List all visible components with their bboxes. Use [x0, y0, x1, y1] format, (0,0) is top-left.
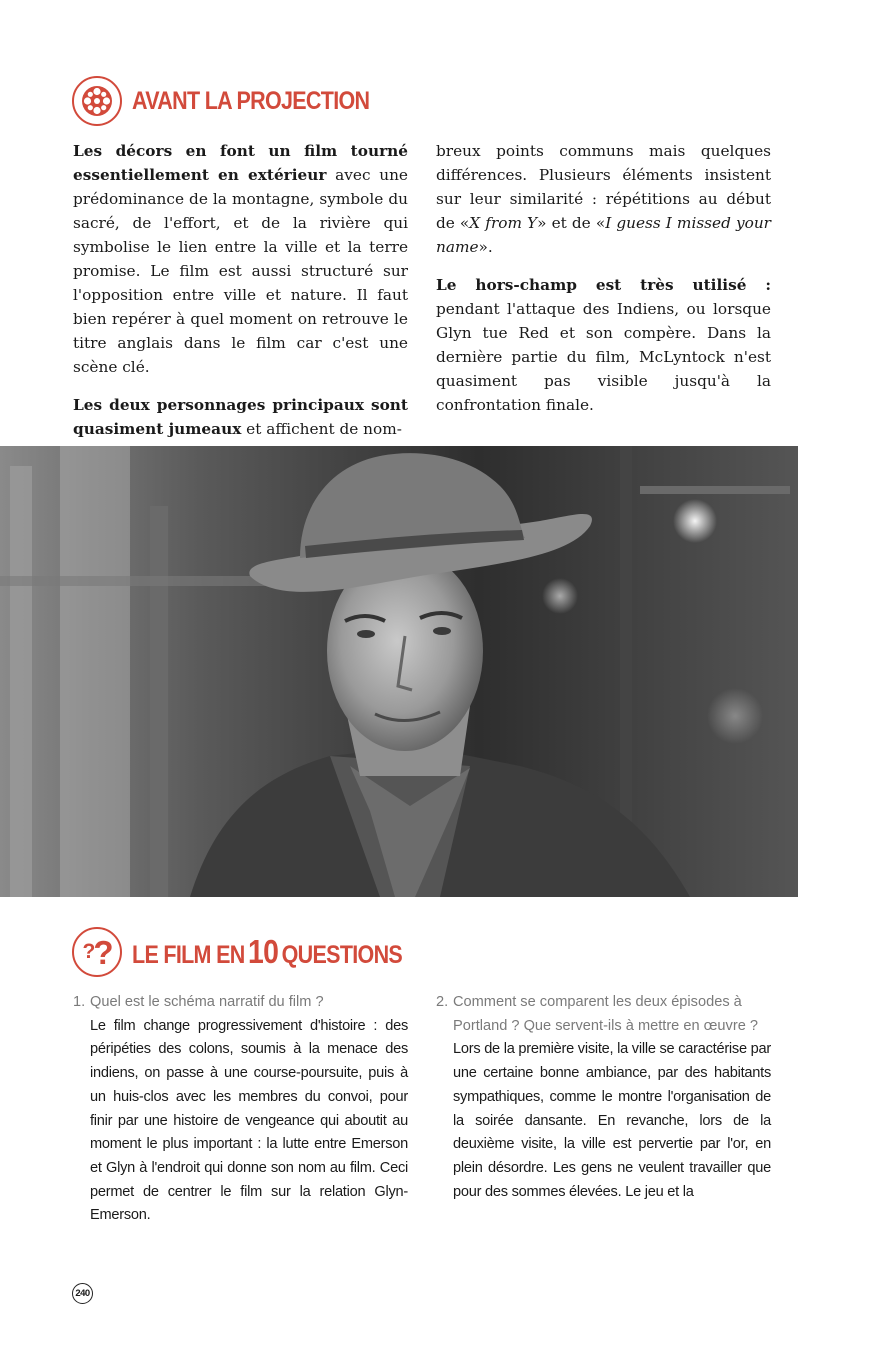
question-title: [436, 991, 771, 1038]
paragraph-text: avec une prédominance de la montagne, symbole du sacré, de l'effort, et de la rivière qui symbolise le lien entre la ville et la terre promise. Le film est aussi structuré sur l'opposition entre ville et nature. Il faut bien repérer à quel moment on retrouve le titre anglais dans le film car c'est une scène clé.: [73, 166, 408, 376]
question-answer: Le film change progressivement d'histoire : des péripéties des colons, soumis à la menace des indiens, on passe à une course-poursuite, puis à un huis-clos avec les membres du convoi, pour finir par une histoire de vengeance qui aboutit au moment le plus important : la lutte entre Emerson et Glyn à l'endroit qui donne son nom au film. Ceci permet de centrer le film sur la relation Glyn-Emerson.: [90, 1017, 408, 1224]
paragraph-text: pendant l'attaque des Indiens, ou lorsque Glyn tue Red et son compère. Dans la dernière partie du film, McLyntock n'est quasiment pas visible jusqu'à la confrontation finale.: [436, 300, 771, 414]
question-number: 2.: [436, 994, 449, 1010]
question-item: [436, 991, 771, 1204]
paragraph-personnages: [73, 393, 408, 441]
section-heading-10-questions: [72, 925, 446, 979]
section-title: [132, 87, 369, 116]
question-text: Comment se comparent les deux épisodes à Portland ? Que servent-ils à mettre en œuvre ?: [453, 994, 758, 1034]
quote-x-from-y: X from Y: [469, 214, 538, 232]
question-item: [73, 991, 408, 1228]
quote-missed-name: I guess I missed your name: [436, 214, 771, 256]
section-title: [132, 933, 402, 971]
section-title-text: AVANT LA PROJECTION: [132, 86, 370, 115]
section-title-number: 10: [248, 933, 279, 970]
section-heading-avant-projection: [72, 74, 408, 128]
question-answer: Lors de la première visite, la ville se caractérise par une certaine bonne ambiance, par des habitants sympathiques, comme le montre l'organisation de la soirée dansante. En revanche, lors de la deuxième visite, la ville est pervertie par l'or, en plein désordre. Les gens ne veulent travailler que pour des sommes élevées. Le jeu et la: [453, 1041, 771, 1200]
question-marks-icon: ? ?: [72, 927, 122, 977]
intro-left-column: [73, 139, 408, 455]
page-number: 240: [72, 1283, 93, 1304]
lead-bold: Le hors-champ est très utilisé :: [436, 276, 771, 294]
paragraph-text: et affichent de nom-: [241, 420, 402, 438]
paragraph-decors: [73, 139, 408, 379]
paragraph-similarite: breux points communs mais quelques différences. Plusieurs éléments insistent sur leur similarité : répétitions au début de «X from Y» et de «I guess I missed your name».: [436, 142, 771, 256]
section-title-part: LE FILM EN: [132, 941, 245, 969]
section-title-part: QUESTIONS: [281, 941, 403, 969]
film-reel-icon: [72, 76, 122, 126]
lead-bold: Les décors en font un film tourné essentiellement en extérieur: [73, 142, 408, 184]
intro-right-column: [436, 139, 771, 431]
film-still-photo: [0, 446, 798, 897]
paragraph-hors-champ: [436, 273, 771, 417]
question-text: Quel est le schéma narratif du film ?: [90, 994, 324, 1010]
question-number: 1.: [73, 994, 86, 1010]
question-title: [73, 991, 408, 1015]
lead-bold: Les deux personnages principaux sont quasiment jumeaux: [73, 396, 408, 438]
